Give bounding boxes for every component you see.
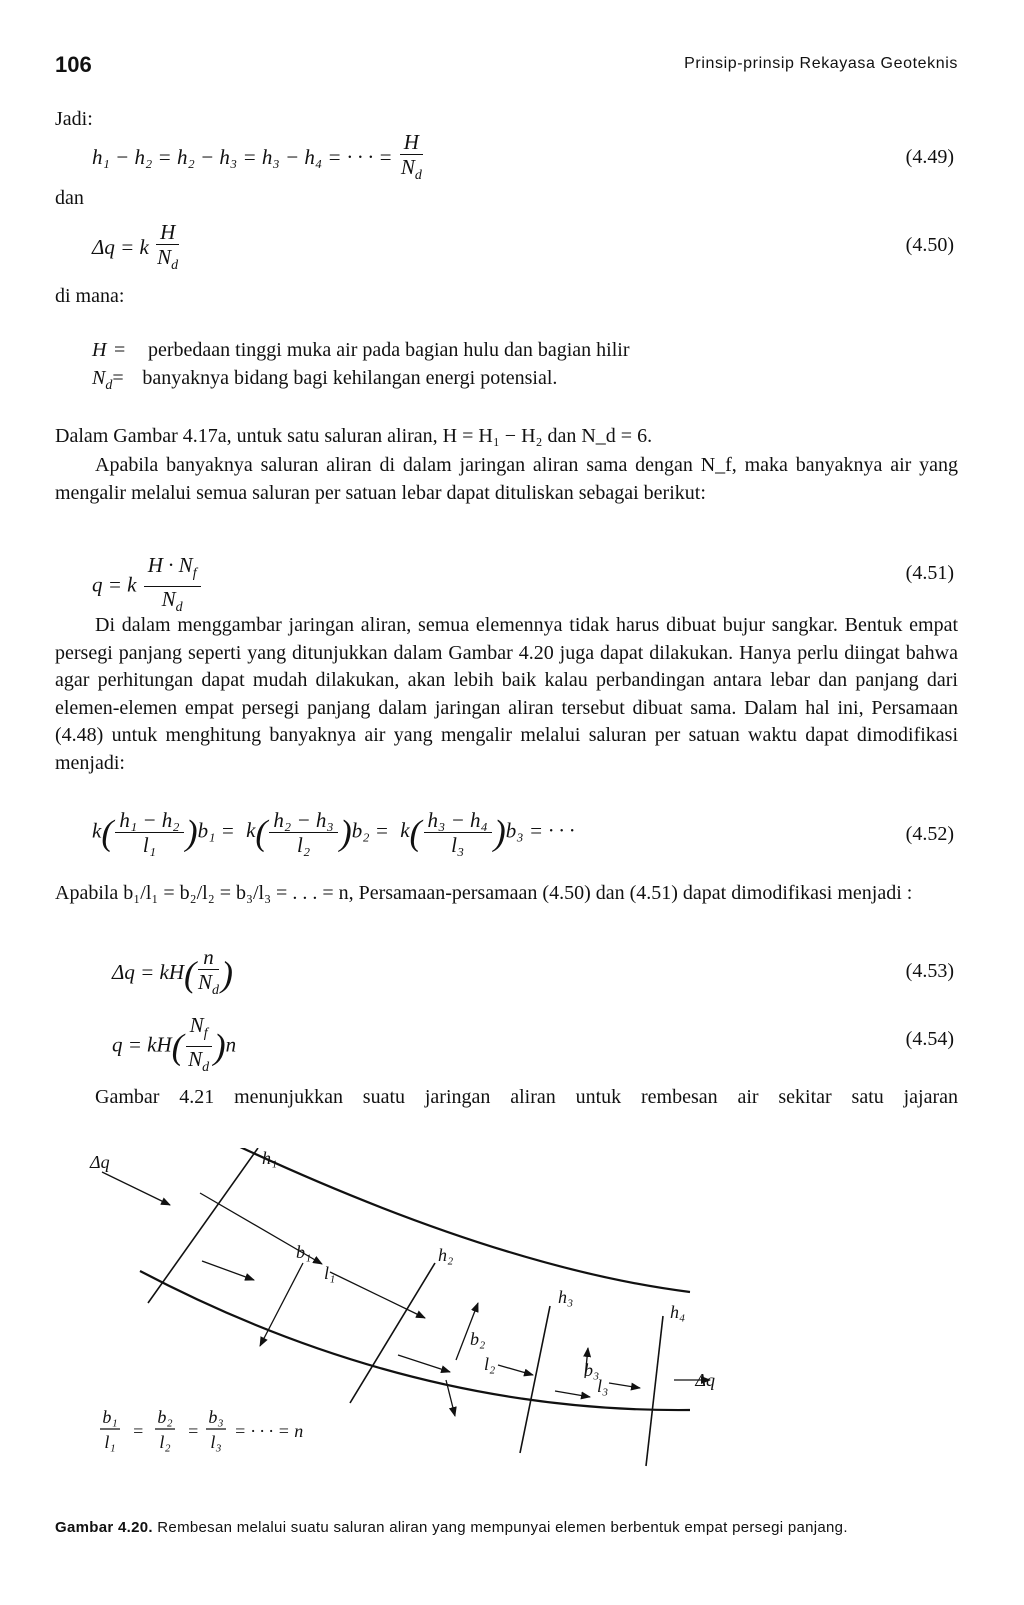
equation-4-50: [92, 220, 181, 278]
eq452-fraction-1: [115, 808, 183, 857]
paragraph-3: Di dalam menggambar jaringan aliran, semua elemennya tidak harus dibuat bujur sangkar. Bentuk empat persegi panjang seperti yang ditunjukkan dalam Gambar 4.20 juga dapat dilakukan. Hanya perlu diingat bahwa agar perhitungan dapat mudah dilakukan, akan lebih baik kalau perbandingan antara lebar dan panjang dari elemen-elemen empat persegi panjang dalam jaringan aliran tersebut dibuat sama. Dalam hal ini, Persamaan (4.48) untuk menghitung banyaknya air yang mengalir melalui saluran per satuan waktu dapat dimodifikasi menjadi:: [55, 614, 958, 774]
ratio-b1: b₁: [102, 1407, 118, 1427]
ratio-l2: l₂: [159, 1432, 171, 1452]
ratio-l3: l₃: [210, 1432, 222, 1452]
equation-4-52: k( $\frac{\text{h₁ − h₂}}{\text{l₁}}$ )b₁ = k( $\frac{\text{h₂ − h₃}}{\text{l₂}}$ )b₂ = k( $\frac{\text{h₃ − h₄}}{\text{l₃}}$ )b₃ = · · ·: [92, 808, 575, 857]
label-l3: l₃: [597, 1376, 609, 1396]
eq451-number: (4.51): [905, 562, 954, 584]
definition-nd-symbol: N: [92, 367, 106, 389]
eq449-num: H: [400, 130, 423, 155]
label-b3: b₃: [584, 1360, 600, 1380]
label-dan: dan: [55, 187, 84, 209]
eq452-k2: k: [246, 818, 256, 843]
eq450-fraction: [156, 220, 179, 278]
caption-text: Rembesan melalui suatu saluran aliran yang mempunyai elemen berbentuk empat persegi panjang.: [157, 1519, 848, 1536]
label-dq-in: Δq: [90, 1152, 110, 1172]
eq449-lhs: h₁ − h₂ = h₂ − h₃ = h₃ − h₄ = · · · =: [92, 144, 393, 169]
eq451-num: H · N: [147, 553, 193, 577]
eq452-t1-b: b₁ =: [197, 818, 235, 843]
definition-nd-text: banyaknya bidang bagi kehilangan energi potensial.: [142, 367, 558, 389]
eq452-t1-num: h₁ − h₂: [115, 808, 183, 833]
equation-4-49: [92, 130, 425, 188]
eq450-lhs: Δq = k: [92, 234, 149, 259]
eq453-num: n: [198, 945, 219, 970]
eq454-tail: n: [225, 1032, 237, 1057]
page-number: 106: [55, 52, 92, 77]
eq452-t2-num: h₂ − h₃: [269, 808, 337, 833]
eq452-number: (4.52): [905, 823, 954, 845]
eq453-lhs: Δq = kH: [112, 959, 184, 984]
paragraph-1: Dalam Gambar 4.17a, untuk satu saluran aliran, H = H₁ − H₂ dan N_d = 6.: [55, 425, 653, 447]
eq450-num: H: [156, 220, 179, 245]
b1-arrow: [260, 1263, 303, 1346]
figure-caption: [55, 1517, 965, 1538]
label-b1: b₁: [296, 1242, 312, 1262]
eq451-num-sub: f: [192, 566, 197, 582]
label-b2: b₂: [470, 1329, 486, 1349]
eq449-den-sub: d: [414, 168, 422, 184]
l2-arrow: [498, 1365, 533, 1375]
label-l1: l₁: [324, 1263, 336, 1283]
eq449-fraction: [400, 130, 423, 188]
eq452-fraction-2: [269, 808, 337, 857]
ratio-formula: [100, 1407, 303, 1452]
eq449-den: N: [400, 155, 415, 179]
ratio-eq-2: =: [187, 1421, 200, 1441]
equation-4-54: q = kH( $\frac{N_f}{N_d}$ )n: [112, 1013, 236, 1080]
label-l2: l₂: [484, 1354, 496, 1374]
label-h3: h₃: [558, 1287, 574, 1307]
l3-arrow: [609, 1383, 640, 1388]
eq450-number: (4.50): [905, 234, 954, 256]
dq-in-arrow: [102, 1172, 170, 1205]
eq452-t2-b: b₂ =: [351, 818, 389, 843]
definition-h-eq: =: [114, 339, 126, 361]
definition-h-symbol: H: [92, 339, 107, 361]
eq452-t1-den: l₁: [142, 833, 157, 857]
figure-4-20: [80, 1148, 720, 1488]
ratio-b2: b₂: [157, 1407, 173, 1427]
eq451-den-sub: d: [175, 600, 183, 616]
eq454-num: N: [189, 1013, 204, 1037]
eq451-den: N: [161, 587, 176, 612]
eq453-number: (4.53): [905, 960, 954, 982]
eq451-fraction: [144, 553, 201, 620]
l1-arrow-2: [330, 1272, 425, 1318]
ratio-eq-1: =: [132, 1421, 145, 1441]
eq454-den-sub: d: [202, 1060, 210, 1076]
ratio-tail: = · · · = n: [234, 1421, 304, 1441]
definition-h-text: perbedaan tinggi muka air pada bagian hulu dan bagian hilir: [148, 339, 630, 361]
equipotential-h2: [350, 1263, 435, 1403]
eq452-t2-den: l₂: [296, 833, 311, 857]
paragraph-5: Gambar 4.21 menunjukkan suatu jaringan aliran untuk rembesan air sekitar satu jajaran: [95, 1086, 958, 1108]
flow-arrow-2: [398, 1355, 450, 1372]
eq452-k3: k: [400, 818, 410, 843]
definition-nd: [92, 365, 557, 399]
eq449-number: (4.49): [905, 146, 954, 168]
eq454-number: (4.54): [905, 1028, 954, 1050]
ratio-b3: b₃: [208, 1407, 224, 1427]
definition-h: [92, 337, 630, 363]
upper-flow-line: [238, 1148, 690, 1292]
eq454-num-sub: f: [203, 1026, 208, 1042]
paragraph-4: Apabila b₁/l₁ = b₂/l₂ = b₃/l₃ = . . . = n, Persamaan-persamaan (4.50) dan (4.51) dapat dimodifikasi menjadi :: [55, 882, 913, 904]
definition-nd-eq: =: [112, 367, 124, 389]
equation-4-53: Δq = kH( $\frac{n}{N_d}$ ): [112, 945, 233, 1003]
label-h2: h₂: [438, 1245, 454, 1265]
label-dimana: di mana:: [55, 285, 125, 307]
equipotential-h1: [148, 1148, 258, 1303]
paragraph-2: Apabila banyaknya saluran aliran di dalam jaringan aliran sama dengan N_f, maka banyaknya air yang mengalir melalui semua saluran per satuan lebar dapat dituliskan sebagai berikut:: [55, 454, 958, 504]
label-jadi: Jadi:: [55, 108, 93, 130]
eq452-t3-den: l₃: [451, 833, 465, 857]
eq454-lhs: q = kH: [112, 1032, 172, 1057]
eq453-den-sub: d: [212, 983, 219, 999]
flow-arrow-3: [555, 1391, 590, 1397]
label-h4: h₄: [670, 1302, 686, 1322]
label-dq-out: Δq: [695, 1370, 715, 1390]
eq453-fraction: [198, 945, 219, 1003]
equipotential-h4: [646, 1316, 663, 1466]
definition-nd-sub: d: [105, 378, 113, 393]
eq453-den: N: [197, 970, 212, 994]
eq452-t3-b: b₃ = · · ·: [505, 818, 575, 843]
eq451-lhs: q = k: [92, 572, 137, 597]
flow-arrow-1: [202, 1261, 254, 1280]
ratio-l1: l₁: [104, 1432, 116, 1452]
eq452-fraction-3: [424, 808, 492, 857]
eq450-den-sub: d: [171, 258, 179, 274]
caption-label: Gambar 4.20.: [55, 1519, 153, 1536]
running-title: Prinsip-prinsip Rekayasa Geoteknis: [684, 55, 958, 72]
label-h1: h₁: [262, 1148, 278, 1168]
equation-4-51: [92, 553, 203, 620]
eq454-fraction: [186, 1013, 212, 1080]
eq452-k1: k: [92, 818, 102, 843]
eq454-den: N: [188, 1047, 203, 1072]
equipotential-h3: [520, 1306, 550, 1453]
eq450-den: N: [157, 245, 172, 269]
eq452-t3-num: h₃ − h₄: [424, 808, 492, 833]
